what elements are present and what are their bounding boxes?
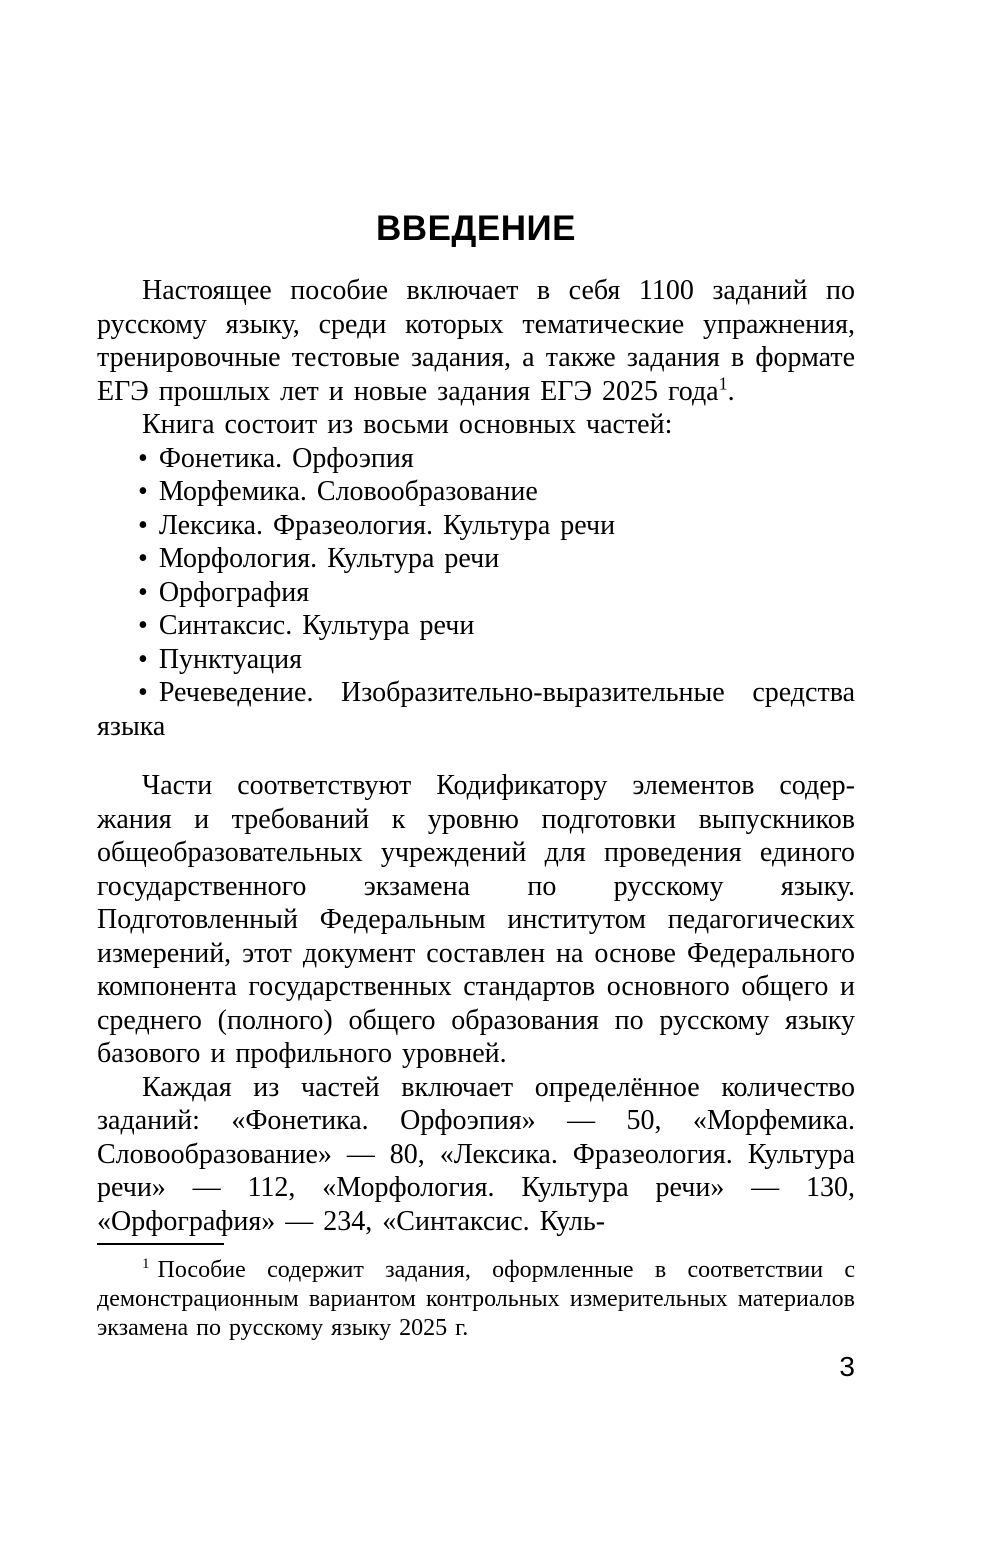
parts-list	[97, 442, 855, 744]
list-item-label: Лексика. Фразеология. Культура речи	[158, 509, 616, 541]
list-item-label: Морфемика. Словообразование	[158, 476, 538, 507]
list-item	[97, 676, 855, 743]
intro-paragraph-text: Настоящее пособие включает в себя 1100 заданий по русскому языку, среди которых тематические упражнения, тренировочные тестовые задания, а также задания в формате ЕГЭ прошлых лет и новые задания ЕГЭ 2025 года	[97, 275, 855, 407]
list-item-label: Пунктуация	[158, 643, 303, 675]
list-item	[97, 643, 855, 677]
intro-paragraph	[97, 274, 855, 408]
bullet-icon: •	[138, 442, 148, 474]
list-item	[97, 576, 855, 610]
bullet-icon: •	[138, 643, 148, 675]
task-counts-paragraph: Каждая из частей включает определённое количество заданий: «Фонетика. Орфоэпия» — 50, «Морфемика. Словообразование» — 80, «Лексика. Фразеология. Культура речи» — 112, «Морфология. Культура речи» — 130, «Орфография» — 234, «Синтаксис. Куль-	[97, 1071, 855, 1237]
intro-paragraph-period: .	[727, 375, 735, 407]
bullet-icon: •	[138, 476, 148, 507]
list-item	[97, 509, 855, 543]
list-item	[97, 609, 855, 643]
list-item	[97, 542, 855, 576]
page-title: ВВЕДЕНИЕ	[376, 209, 576, 248]
list-item-label: Орфография	[158, 576, 310, 608]
list-intro: Книга состоит из восьми основных частей:	[142, 409, 673, 440]
footnote-text: Пособие содержит задания, оформленные в соответствии с демонстрационным вариантом контрольных измерительных материалов экзамена по русскому языку 2025 г.	[97, 1257, 855, 1341]
page-number: 3	[839, 1351, 855, 1382]
list-item	[97, 442, 855, 476]
list-item-label: Речеведение. Изобразительно-выразительные средства языка	[97, 677, 855, 742]
list-item-label: Морфология. Культура речи	[158, 543, 500, 574]
bullet-icon: •	[138, 576, 148, 608]
codifier-paragraph: Части соответствуют Кодификатору элементов содержания и требований к уровню подготовки выпускников общеобразовательных учреждений для проведения единого государственного экзамена по русскому языку. Подготовленный Федеральным институтом педагогических измерений, этот документ составлен на основе Федерального компонента государственных стандартов основного общего и среднего (полного) общего образования по русскому языку базового и профильного уровней.	[97, 770, 855, 1069]
footnote-divider	[97, 1243, 224, 1245]
bullet-icon: •	[138, 509, 148, 541]
footnote	[97, 1256, 855, 1343]
bullet-icon: •	[138, 677, 148, 708]
list-item-label: Синтаксис. Культура речи	[158, 610, 475, 641]
bullet-icon: •	[138, 610, 148, 641]
footnote-marker: 1	[142, 1256, 150, 1272]
footnote-reference: 1	[718, 373, 728, 394]
list-item	[97, 475, 855, 509]
list-item-label: Фонетика. Орфоэпия	[158, 442, 414, 474]
bullet-icon: •	[138, 543, 148, 574]
